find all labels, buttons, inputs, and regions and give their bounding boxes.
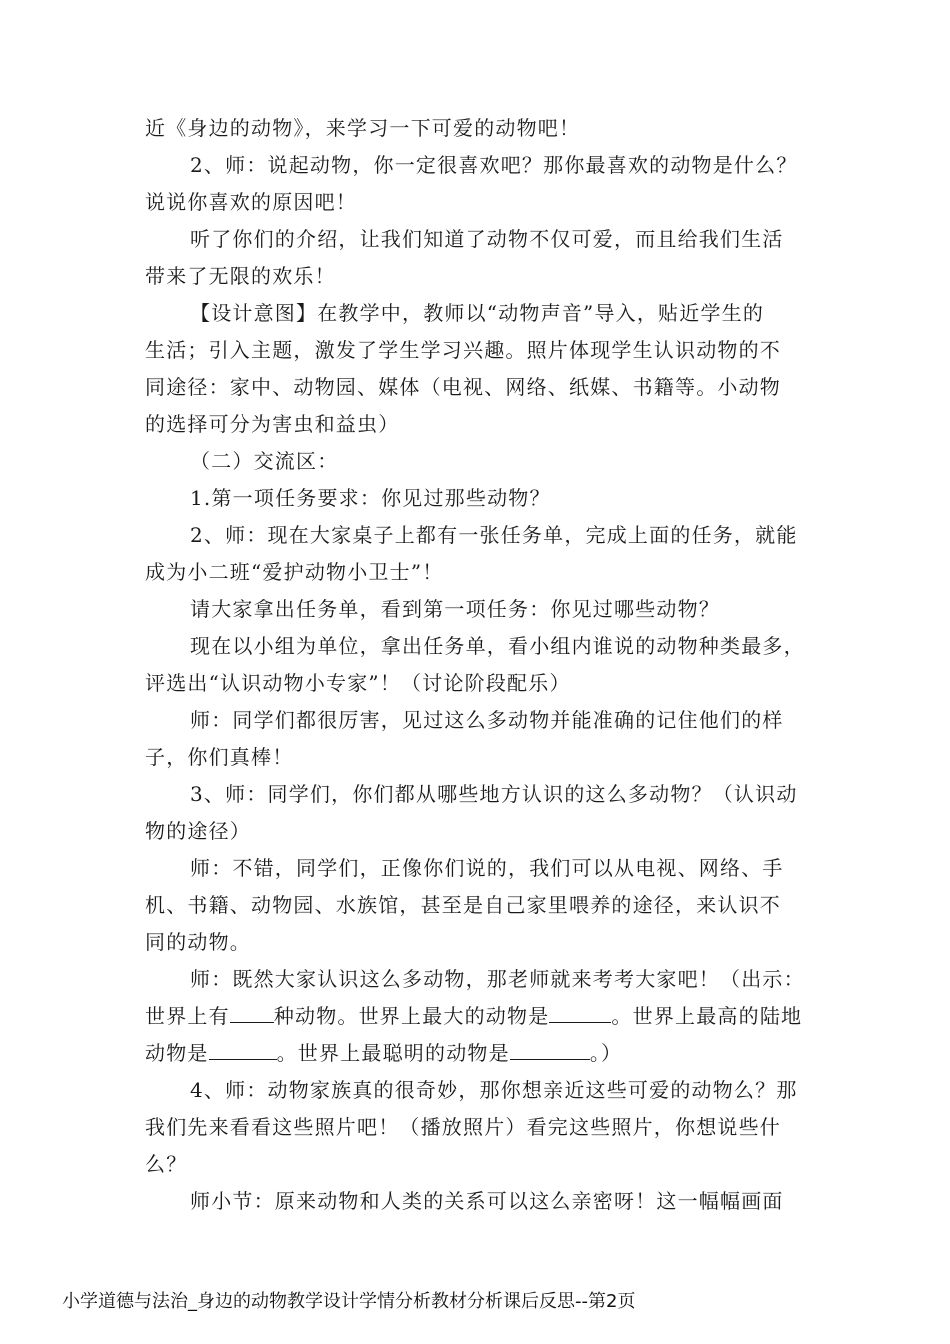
text-line: 师：既然大家认识这么多动物，那老师就来考考大家吧！（出示： — [190, 967, 805, 991]
text-line: 现在以小组为单位，拿出任务单，看小组内谁说的动物种类最多， — [190, 634, 805, 658]
text-line: 物的途径） — [145, 819, 251, 843]
answer-blank — [209, 1039, 277, 1060]
text-segment: 。世界上最高的陆地 — [611, 1004, 803, 1028]
text-line: 近《身边的动物》，来学习一下可爱的动物吧！ — [145, 116, 581, 140]
text-line: 成为小二班“爱护动物小卫士”！ — [145, 560, 444, 584]
text-segment: 动物是 — [145, 1041, 209, 1065]
text-line: 子，你们真棒！ — [145, 745, 294, 769]
text-line: 机、书籍、动物园、水族馆，甚至是自己家里喂养的途径，来认识不 — [145, 893, 781, 917]
text-line: 师：不错，同学们，正像你们说的，我们可以从电视、网络、手 — [190, 856, 784, 880]
page-footer: 小学道德与法治_身边的动物教学设计学情分析教材分析课后反思--第2页 — [62, 1291, 636, 1312]
text-segment: 。） — [589, 1041, 623, 1065]
text-line: 说说你喜欢的原因吧！ — [145, 190, 357, 214]
text-line: 同的动物。 — [145, 930, 251, 954]
section-heading: （二）交流区： — [190, 449, 339, 473]
text-segment: 。世界上最聪明的动物是 — [276, 1041, 510, 1065]
text-line: 生活；引入主题，激发了学生学习兴趣。照片体现学生认识动物的不 — [145, 338, 781, 362]
text-line: 么？ — [145, 1152, 188, 1176]
text-segment: 种动物。世界上最大的动物是 — [273, 1004, 550, 1028]
text-line: 我们先来看看这些照片吧！（播放照片）看完这些照片，你想说些什 — [145, 1115, 781, 1139]
fill-in-line — [145, 1039, 825, 1067]
text-line: 师：同学们都很厉害，见过这么多动物并能准确的记住他们的样 — [190, 708, 784, 732]
text-line: 3、师：同学们，你们都从哪些地方认识的这么多动物？（认识动 — [190, 782, 798, 806]
text-line: 同途径：家中、动物园、媒体（电视、网络、纸媒、书籍等。小动物 — [145, 375, 781, 399]
text-line: 4、师：动物家族真的很奇妙，那你想亲近这些可爱的动物么？那 — [190, 1078, 798, 1102]
text-line: 的选择可分为害虫和益虫） — [145, 412, 400, 436]
text-line: 带来了无限的欢乐！ — [145, 264, 336, 288]
text-line: 请大家拿出任务单，看到第一项任务：你见过哪些动物？ — [190, 597, 720, 621]
text-segment: 世界上有 — [145, 1004, 230, 1028]
text-line: 2、师：说起动物，你一定很喜欢吧？那你最喜欢的动物是什么？ — [190, 153, 798, 177]
text-line: 【设计意图】在教学中，教师以“动物声音”导入，贴近学生的 — [190, 301, 765, 325]
answer-blank — [549, 1002, 611, 1023]
answer-blank — [510, 1039, 590, 1060]
answer-blank — [230, 1002, 274, 1023]
text-line: 2、师：现在大家桌子上都有一张任务单，完成上面的任务，就能 — [190, 523, 798, 547]
fill-in-line — [145, 1002, 825, 1030]
text-line: 师小节：原来动物和人类的关系可以这么亲密呀！这一幅幅画面 — [190, 1189, 784, 1213]
text-line: 听了你们的介绍，让我们知道了动物不仅可爱，而且给我们生活 — [190, 227, 784, 251]
text-line: 评选出“认识动物小专家”！（讨论阶段配乐） — [145, 671, 571, 695]
text-line: 1.第一项任务要求：你见过那些动物？ — [190, 486, 551, 510]
